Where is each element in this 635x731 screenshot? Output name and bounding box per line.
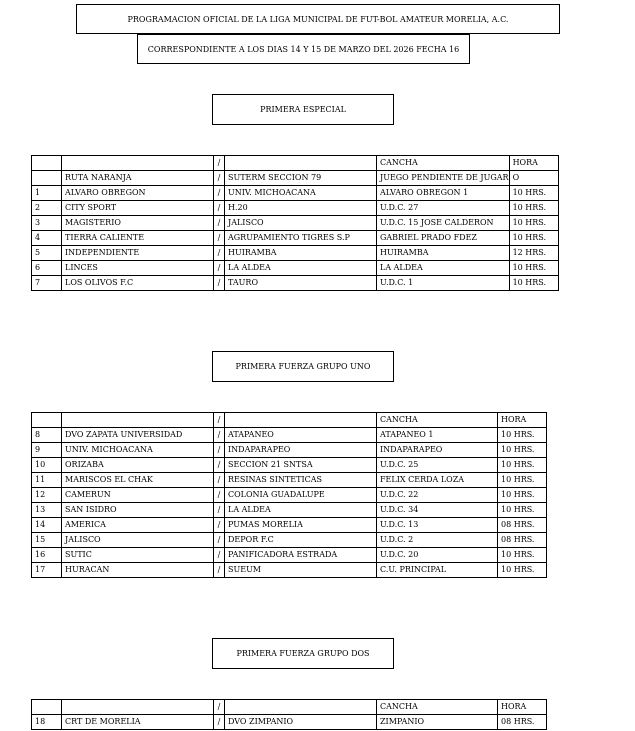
match-number: 13	[32, 503, 62, 518]
vs-separator: /	[214, 231, 225, 246]
header-cell-separator: /	[214, 700, 225, 715]
match-time: 10 HRS.	[498, 563, 547, 578]
vs-separator: /	[214, 458, 225, 473]
table-row	[32, 261, 559, 276]
match-time: 10 HRS.	[498, 443, 547, 458]
vs-separator: /	[214, 201, 225, 216]
match-number	[32, 171, 62, 186]
field-name: ATAPANEO 1	[377, 428, 498, 443]
home-team: DVO ZAPATA UNIVERSIDAD	[62, 428, 214, 443]
header-cell-cancha: CANCHA	[377, 413, 498, 428]
header-cell-hora: HORA	[509, 156, 558, 171]
table-row	[32, 518, 547, 533]
vs-separator: /	[214, 276, 225, 291]
home-team: SUTIC	[62, 548, 214, 563]
match-time: 08 HRS.	[498, 518, 547, 533]
header-cell-separator: /	[214, 413, 225, 428]
field-name: U.D.C. 20	[377, 548, 498, 563]
match-time: 10 HRS.	[498, 458, 547, 473]
match-number: 12	[32, 488, 62, 503]
vs-separator: /	[214, 488, 225, 503]
vs-separator: /	[214, 518, 225, 533]
match-time: 10 HRS.	[509, 186, 558, 201]
header-cell-local	[62, 700, 214, 715]
section-title-primera-especial: PRIMERA ESPECIAL	[212, 94, 394, 125]
match-number: 11	[32, 473, 62, 488]
field-name: FELIX CERDA LOZA	[377, 473, 498, 488]
section-title-primera-fuerza-grupo-dos: PRIMERA FUERZA GRUPO DOS	[212, 638, 394, 669]
header-cell-number	[32, 413, 62, 428]
away-team: HUIRAMBA	[225, 246, 377, 261]
home-team: HURACAN	[62, 563, 214, 578]
away-team: DEPOR F.C	[225, 533, 377, 548]
table-row	[32, 503, 547, 518]
table-row	[32, 171, 559, 186]
field-name: INDAPARAPEO	[377, 443, 498, 458]
match-number: 18	[32, 715, 62, 730]
match-time: 10 HRS.	[509, 231, 558, 246]
header-cell-separator: /	[214, 156, 225, 171]
match-time: 10 HRS.	[498, 488, 547, 503]
field-name: ZIMPANIO	[377, 715, 498, 730]
vs-separator: /	[214, 715, 225, 730]
match-number: 2	[32, 201, 62, 216]
field-name: U.D.C. 13	[377, 518, 498, 533]
field-name: U.D.C. 2	[377, 533, 498, 548]
table-row	[32, 488, 547, 503]
away-team: DVO ZIMPANIO	[225, 715, 377, 730]
home-team: MARISCOS EL CHAK	[62, 473, 214, 488]
field-name: U.D.C. 1	[377, 276, 510, 291]
home-team: UNIV. MICHOACANA	[62, 443, 214, 458]
away-team: JALISCO	[225, 216, 377, 231]
home-team: CITY SPORT	[62, 201, 214, 216]
field-name: GABRIEL PRADO FDEZ	[377, 231, 510, 246]
field-name: U.D.C. 25	[377, 458, 498, 473]
away-team: SUTERM SECCION 79	[225, 171, 377, 186]
match-number: 4	[32, 231, 62, 246]
home-team: RUTA NARANJA	[62, 171, 214, 186]
field-name: U.D.C. 15 JOSE CALDERON	[377, 216, 510, 231]
field-name: U.D.C. 22	[377, 488, 498, 503]
schedule-table-primera-fuerza-grupo-dos	[31, 699, 547, 730]
match-time: 08 HRS.	[498, 533, 547, 548]
vs-separator: /	[214, 563, 225, 578]
home-team: LINCES	[62, 261, 214, 276]
table-row	[32, 201, 559, 216]
away-team: TAURO	[225, 276, 377, 291]
vs-separator: /	[214, 246, 225, 261]
document-subtitle: CORRESPONDIENTE A LOS DIAS 14 Y 15 DE MARZO DEL 2026 FECHA 16	[137, 34, 470, 64]
match-number: 3	[32, 216, 62, 231]
home-team: ORIZABA	[62, 458, 214, 473]
match-number: 17	[32, 563, 62, 578]
vs-separator: /	[214, 186, 225, 201]
header-cell-cancha: CANCHA	[377, 156, 510, 171]
table-row	[32, 428, 547, 443]
match-number: 8	[32, 428, 62, 443]
table-row	[32, 533, 547, 548]
match-time: 10 HRS.	[498, 428, 547, 443]
header-cell-visitor	[225, 700, 377, 715]
table-row	[32, 186, 559, 201]
vs-separator: /	[214, 533, 225, 548]
match-time: 10 HRS.	[498, 473, 547, 488]
match-time: 10 HRS.	[498, 503, 547, 518]
field-name: ALVARO OBREGON 1	[377, 186, 510, 201]
table-header-row	[32, 413, 547, 428]
vs-separator: /	[214, 261, 225, 276]
vs-separator: /	[214, 473, 225, 488]
match-number: 16	[32, 548, 62, 563]
away-team: AGRUPAMIENTO TIGRES S.P	[225, 231, 377, 246]
header-cell-number	[32, 156, 62, 171]
match-number: 7	[32, 276, 62, 291]
header-cell-cancha: CANCHA	[377, 700, 498, 715]
table-header-row	[32, 700, 547, 715]
section-title-primera-fuerza-grupo-uno: PRIMERA FUERZA GRUPO UNO	[212, 351, 394, 382]
field-name: C.U. PRINCIPAL	[377, 563, 498, 578]
away-team: PANIFICADORA ESTRADA	[225, 548, 377, 563]
match-time: 12 HRS.	[509, 246, 558, 261]
match-time: 08 HRS.	[498, 715, 547, 730]
home-team: CAMERUN	[62, 488, 214, 503]
table-row	[32, 276, 559, 291]
away-team: COLONIA GUADALUPE	[225, 488, 377, 503]
home-team: SAN ISIDRO	[62, 503, 214, 518]
match-number: 1	[32, 186, 62, 201]
vs-separator: /	[214, 548, 225, 563]
home-team: LOS OLIVOS F.C	[62, 276, 214, 291]
away-team: RESINAS SINTETICAS	[225, 473, 377, 488]
away-team: SUEUM	[225, 563, 377, 578]
field-name: LA ALDEA	[377, 261, 510, 276]
match-number: 6	[32, 261, 62, 276]
field-name: U.D.C. 34	[377, 503, 498, 518]
table-row	[32, 715, 547, 730]
away-team: LA ALDEA	[225, 261, 377, 276]
match-number: 5	[32, 246, 62, 261]
home-team: CRT DE MORELIA	[62, 715, 214, 730]
table-row	[32, 458, 547, 473]
schedule-table-primera-fuerza-grupo-uno	[31, 412, 547, 578]
table-row	[32, 473, 547, 488]
header-cell-local	[62, 156, 214, 171]
field-name: HUIRAMBA	[377, 246, 510, 261]
away-team: ATAPANEO	[225, 428, 377, 443]
table-row	[32, 563, 547, 578]
vs-separator: /	[214, 428, 225, 443]
table-row	[32, 246, 559, 261]
away-team: PUMAS MORELIA	[225, 518, 377, 533]
header-cell-hora: HORA	[498, 700, 547, 715]
header-cell-local	[62, 413, 214, 428]
away-team: INDAPARAPEO	[225, 443, 377, 458]
match-time: 10 HRS.	[509, 261, 558, 276]
home-team: TIERRA CALIENTE	[62, 231, 214, 246]
away-team: UNIV. MICHOACANA	[225, 186, 377, 201]
table-row	[32, 231, 559, 246]
header-cell-number	[32, 700, 62, 715]
match-time: 10 HRS.	[509, 276, 558, 291]
header-cell-visitor	[225, 156, 377, 171]
match-time: 10 HRS.	[498, 548, 547, 563]
field-name: JUEGO PENDIENTE DE JUGAR	[377, 171, 510, 186]
vs-separator: /	[214, 171, 225, 186]
match-number: 9	[32, 443, 62, 458]
match-number: 15	[32, 533, 62, 548]
match-time: 10 HRS.	[509, 216, 558, 231]
schedule-table-primera-especial	[31, 155, 559, 291]
table-row	[32, 548, 547, 563]
home-team: MAGISTERIO	[62, 216, 214, 231]
match-number: 10	[32, 458, 62, 473]
away-team: SECCION 21 SNTSA	[225, 458, 377, 473]
vs-separator: /	[214, 443, 225, 458]
home-team: ALVARO OBREGON	[62, 186, 214, 201]
vs-separator: /	[214, 503, 225, 518]
home-team: INDEPENDIENTE	[62, 246, 214, 261]
match-time: 10 HRS.	[509, 201, 558, 216]
table-header-row	[32, 156, 559, 171]
home-team: AMERICA	[62, 518, 214, 533]
match-number: 14	[32, 518, 62, 533]
header-cell-visitor	[225, 413, 377, 428]
away-team: H.20	[225, 201, 377, 216]
home-team: JALISCO	[62, 533, 214, 548]
field-name: U.D.C. 27	[377, 201, 510, 216]
vs-separator: /	[214, 216, 225, 231]
away-team: LA ALDEA	[225, 503, 377, 518]
table-row	[32, 443, 547, 458]
match-time: O	[509, 171, 558, 186]
header-cell-hora: HORA	[498, 413, 547, 428]
document-title: PROGRAMACION OFICIAL DE LA LIGA MUNICIPAL DE FUT-BOL AMATEUR MORELIA, A.C.	[76, 4, 560, 34]
table-row	[32, 216, 559, 231]
